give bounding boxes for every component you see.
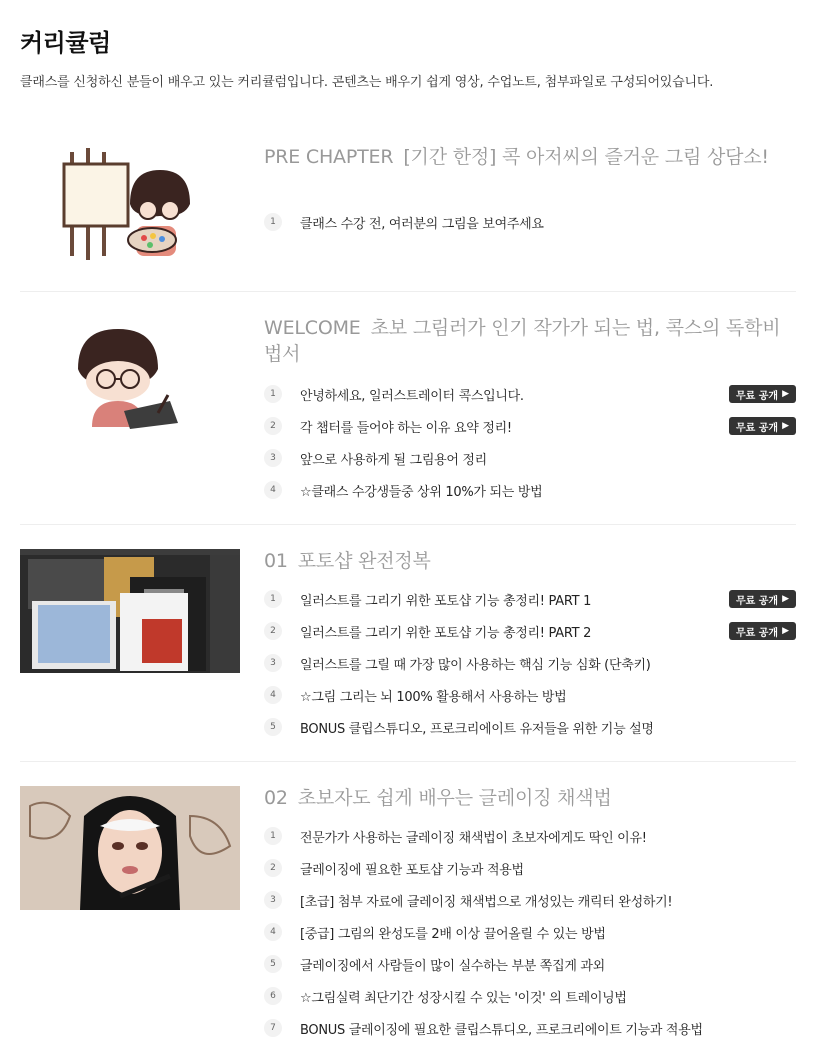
lesson-title[interactable]: BONUS 글레이징에 필요한 클립스튜디오, 프로크리에이트 기능과 적용법: [300, 1022, 703, 1038]
chapter-number: WELCOME: [264, 317, 361, 339]
play-icon: ▶: [782, 389, 789, 399]
free-preview-button[interactable]: [729, 417, 796, 435]
lesson-item[interactable]: [264, 615, 796, 647]
lesson-item[interactable]: [264, 442, 796, 474]
lesson-number: 1: [264, 590, 282, 608]
chapter-pre: [20, 144, 796, 292]
lesson-title[interactable]: 일러스트를 그리기 위한 포토샵 기능 총정리! PART 2: [300, 625, 592, 641]
lesson-number: 4: [264, 923, 282, 941]
lesson-item[interactable]: [264, 583, 796, 615]
lesson-title[interactable]: 글레이징에 필요한 포토샵 기능과 적용법: [300, 862, 524, 878]
lesson-item[interactable]: [264, 820, 796, 852]
chapter-thumbnail: [20, 549, 240, 673]
lesson-title[interactable]: ☆클래스 수강생들중 상위 10%가 되는 방법: [300, 484, 543, 500]
lesson-title[interactable]: 안녕하세요, 일러스트레이터 콕스입니다.: [300, 388, 524, 404]
lesson-number: 3: [264, 891, 282, 909]
free-preview-button[interactable]: [729, 385, 796, 403]
artist-drawing-tablet-illustration: [20, 315, 240, 435]
lesson-number: 1: [264, 385, 282, 403]
photoshop-screenshot: [20, 549, 240, 673]
lesson-title[interactable]: 전문가가 사용하는 글레이징 채색법이 초보자에게도 딱인 이유!: [300, 830, 647, 846]
lesson-list: [264, 378, 796, 506]
lesson-title[interactable]: ☆그림실력 최단기간 성장시킬 수 있는 '이것' 의 트레이닝법: [300, 990, 627, 1006]
lesson-title[interactable]: ☆그림 그리는 뇌 100% 활용해서 사용하는 방법: [300, 689, 567, 705]
chapter-heading[interactable]: [264, 315, 796, 367]
lesson-item[interactable]: [264, 679, 796, 711]
lesson-number: 7: [264, 1019, 282, 1037]
lesson-item[interactable]: [264, 410, 796, 442]
lesson-title[interactable]: 클래스 수강 전, 여러분의 그림을 보여주세요: [300, 216, 544, 232]
lesson-title[interactable]: 각 챕터를 들어야 하는 이유 요약 정리!: [300, 420, 512, 436]
chapter-thumbnail: [20, 144, 240, 264]
glazing-painting-photo: [20, 786, 240, 910]
lesson-item[interactable]: [264, 647, 796, 679]
lesson-number: 2: [264, 859, 282, 877]
lesson-item[interactable]: [264, 852, 796, 884]
lesson-item[interactable]: [264, 711, 796, 743]
lesson-title[interactable]: 앞으로 사용하게 될 그림용어 정리: [300, 452, 487, 468]
lesson-item[interactable]: [264, 206, 796, 238]
lesson-list: [264, 583, 796, 743]
lesson-item[interactable]: [264, 1012, 796, 1044]
lesson-item[interactable]: [264, 378, 796, 410]
chapter-welcome: [20, 315, 796, 525]
chapter-title: 포토샵 완전정복: [297, 550, 431, 572]
lesson-number: 5: [264, 718, 282, 736]
chapter-title: [기간 한정] 콕 아저씨의 즐거운 그림 상담소!: [403, 146, 769, 168]
chapter-thumbnail: [20, 786, 240, 910]
lesson-title[interactable]: 글레이징에서 사람들이 많이 실수하는 부분 쪽집게 과외: [300, 958, 605, 974]
lesson-item[interactable]: [264, 948, 796, 980]
lesson-title[interactable]: BONUS 클립스튜디오, 프로크리에이트 유저들을 위한 기능 설명: [300, 721, 654, 737]
chapter-01: [20, 548, 796, 762]
lesson-number: 5: [264, 955, 282, 973]
chapter-number: 02: [264, 787, 288, 809]
lesson-number: 6: [264, 987, 282, 1005]
chapter-heading[interactable]: [264, 785, 796, 811]
free-preview-label: 무료 공개: [735, 390, 779, 402]
play-icon: ▶: [782, 421, 789, 431]
lesson-item[interactable]: [264, 884, 796, 916]
page-title: 커리큘럼: [20, 29, 111, 57]
lesson-title[interactable]: 일러스트를 그리기 위한 포토샵 기능 총정리! PART 1: [300, 593, 592, 609]
lesson-list: [264, 820, 796, 1044]
free-preview-label: 무료 공개: [735, 422, 779, 434]
chapter-title: 초보자도 쉽게 배우는 글레이징 채색법: [297, 787, 612, 809]
curriculum-page: [0, 0, 820, 94]
lesson-number: 4: [264, 481, 282, 499]
artist-easel-illustration: [20, 144, 240, 264]
chapter-thumbnail: [20, 315, 240, 435]
free-preview-label: 무료 공개: [735, 595, 779, 607]
chapter-title: 초보 그림러가 인기 작가가 되는 법, 콕스의 독학비법서: [264, 317, 781, 365]
lesson-number: 2: [264, 622, 282, 640]
free-preview-label: 무료 공개: [735, 627, 779, 639]
lesson-title[interactable]: [초급] 첨부 자료에 글레이징 채색법으로 개성있는 캐릭터 완성하기!: [300, 894, 673, 910]
play-icon: ▶: [782, 594, 789, 604]
play-icon: ▶: [782, 626, 789, 636]
lesson-number: 3: [264, 449, 282, 467]
lesson-item[interactable]: [264, 916, 796, 948]
lesson-number: 4: [264, 686, 282, 704]
chapter-02: [20, 785, 796, 1045]
lesson-title[interactable]: 일러스트를 그릴 때 가장 많이 사용하는 핵심 기능 심화 (단축키): [300, 657, 651, 673]
lesson-number: 2: [264, 417, 282, 435]
lesson-item[interactable]: [264, 980, 796, 1012]
lesson-number: 1: [264, 213, 282, 231]
chapter-heading[interactable]: [264, 548, 796, 574]
lesson-list: [264, 206, 796, 238]
lesson-number: 1: [264, 827, 282, 845]
free-preview-button[interactable]: [729, 590, 796, 608]
lesson-item[interactable]: [264, 474, 796, 506]
page-description: 클래스를 신청하신 분들이 배우고 있는 커리큘럼입니다. 콘텐츠는 배우기 쉽게 영상, 수업노트, 첨부파일로 구성되어있습니다.: [20, 75, 714, 90]
chapter-number: 01: [264, 550, 288, 572]
chapter-number: PRE CHAPTER: [264, 146, 394, 168]
chapter-heading[interactable]: [264, 144, 796, 170]
lesson-title[interactable]: [중급] 그림의 완성도를 2배 이상 끌어올릴 수 있는 방법: [300, 926, 606, 942]
lesson-number: 3: [264, 654, 282, 672]
free-preview-button[interactable]: [729, 622, 796, 640]
